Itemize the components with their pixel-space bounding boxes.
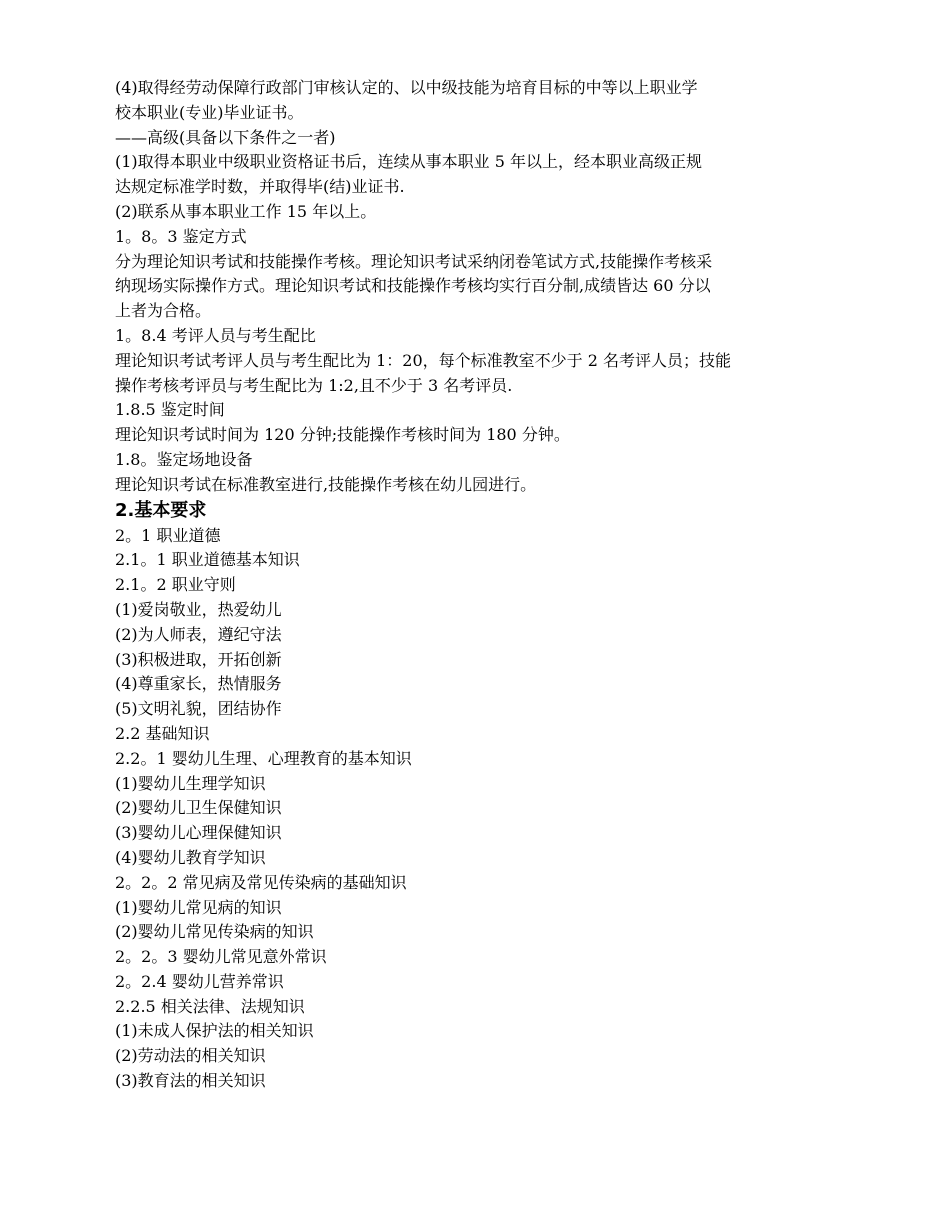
text-line: (1)取得本职业中级职业资格证书后，连续从事本职业 5 年以上，经本职业高级正规 [115,152,703,172]
text-line: 达规定标准学时数，并取得毕(结)业证书. [115,177,405,197]
text-line: (2)联系从事本职业工作 15 年以上。 [115,201,377,221]
text-line: 理论知识考试考评人员与考生配比为 1：20，每个标准教室不少于 2 名考评人员；技能 [115,350,731,370]
section-after-heading [115,524,840,1094]
text-line: 2。2。2 常见病及常见传染病的基础知识 [115,872,407,892]
text-line: (3)积极进取，开拓创新 [115,649,282,669]
text-line: (3)婴幼儿心理保健知识 [115,823,282,843]
text-line: (4)尊重家长，热情服务 [115,674,282,694]
text-line: 2。2。3 婴幼儿常见意外常识 [115,947,327,967]
text-line: 上者为合格。 [115,301,212,321]
text-line: (1)未成人保护法的相关知识 [115,1021,314,1041]
text-line: 理论知识考试时间为 120 分钟;技能操作考核时间为 180 分钟。 [115,425,570,445]
text-line: (4)取得经劳动保障行政部门审核认定的、以中级技能为培育目标的中等以上职业学 [115,78,698,97]
text-line: (2)婴幼儿常见传染病的知识 [115,922,314,942]
text-line: 2.2.5 相关法律、法规知识 [115,996,305,1016]
text-line: 2。2.4 婴幼儿营养常识 [115,971,284,991]
text-line: 2.2 基础知识 [115,723,210,743]
text-line: 2.1。2 职业守则 [115,575,236,595]
text-line: 1。8。3 鉴定方式 [115,226,247,246]
text-line: 2.1。1 职业道德基本知识 [115,550,300,570]
text-line: (3)教育法的相关知识 [115,1071,266,1091]
text-line: (1)婴幼儿常见病的知识 [115,897,282,917]
text-line: 纳现场实际操作方式。理论知识考试和技能操作考核均实行百分制,成绩皆达 60 分以 [115,276,711,296]
document-page [115,76,840,1094]
text-line: 1。8.4 考评人员与考生配比 [115,325,316,345]
text-line: 校本职业(专业)毕业证书。 [115,102,304,122]
text-line: (5)文明礼貌，团结协作 [115,699,282,719]
text-line: 分为理论知识考试和技能操作考核。理论知识考试采纳闭卷笔试方式,技能操作考核采 [115,251,713,271]
text-line: (1)爱岗敬业，热爱幼儿 [115,599,282,619]
text-line: 理论知识考试在标准教室进行,技能操作考核在幼儿园进行。 [115,474,537,494]
text-line: (2)为人师表，遵纪守法 [115,624,282,644]
text-line: (1)婴幼儿生理学知识 [115,773,266,793]
text-line: 2。1 职业道德 [115,525,221,545]
text-line: ——高级(具备以下条件之一者) [115,127,336,147]
text-line: 1.8.5 鉴定时间 [115,400,225,420]
text-line: (2)婴幼儿卫生保健知识 [115,798,282,818]
text-line: 2.2。1 婴幼儿生理、心理教育的基本知识 [115,748,412,768]
text-line: 1.8。鉴定场地设备 [115,449,253,469]
section-before-heading [115,76,840,498]
section-heading: 2.基本要求 [115,499,207,521]
text-line: (4)婴幼儿教育学知识 [115,847,266,867]
text-line: 操作考核考评员与考生配比为 1:2,且不少于 3 名考评员. [115,375,513,395]
text-line: (2)劳动法的相关知识 [115,1046,266,1066]
